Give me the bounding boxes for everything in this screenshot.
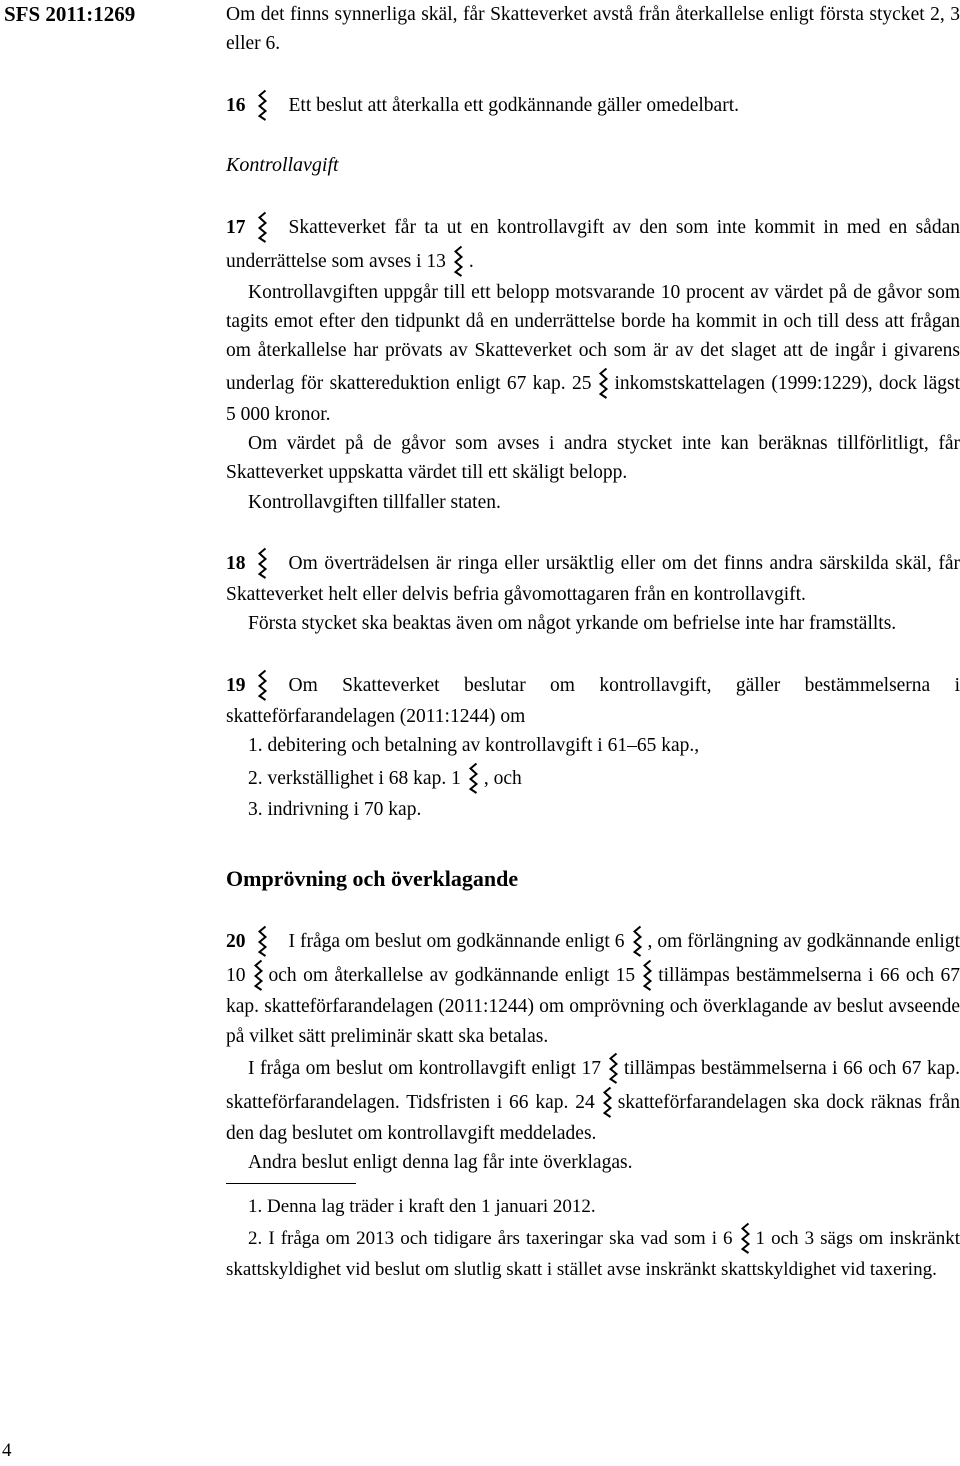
section-20: 20 I fråga om beslut om godkännande enligt 6 , om förlängning av godkännande enligt 10 och om återkallelse av godkännande enligt 15 tillämpas bestämmelserna i 66 och 67 kap. skatteförfarandelagen (2011:1244) om omprövning och överklagande av beslut avseende på vilket sätt preliminär skatt ska betalas. I fråga om beslut om kontrollavgift enligt 17 tillämpas bestämmelserna i 66 och 67 kap. skatteförfarandelagen. Tidsfristen i 66 kap. 24 skatteförfarandelagen ska dock räknas från den dag beslutet om kontrollavgift meddelades. Andra beslut enligt denna lag får inte överklagas. [226, 924, 960, 1177]
paragraph-sign-icon [607, 1051, 620, 1085]
list [226, 731, 960, 824]
section-19: 19 Om Skatteverket beslutar om kontrollavgift, gäller bestämmelserna i skatteförfarandelagen (2011:1244) om 1. debitering och betalning av kontrollavgift i 61–65 kap., 2. verkställighet i 68 kap. 1 , och 3. indrivning i 70 kap. [226, 668, 960, 824]
section-17: 17 Skatteverket får ta ut en kontrollavgift av den som inte kommit in med en sådan underrättelse som avses i 13 . Kontrollavgiften uppgår till ett belopp motsvarande 10 procent av värdet på de gåvor som tagits emot efter den tidpunkt då en underrättelse borde ha kommit in och till dess att frågan om återkallelse har prövats av Skatteverket och som är av det slaget att de ingår i givarens underlag för skattereduktion enligt 67 kap. 25 inkomstskattelagen (1999:1229), dock lägst 5 000 kronor. Om värdet på de gåvor som avses i andra stycket inte kan beräknas tillförlitligt, får Skatteverket uppskatta värdet till ett skäligt belopp. Kontrollavgiften tillfaller staten. [226, 210, 960, 517]
paragraph-sign-icon [739, 1221, 752, 1255]
section-number: 17 [226, 216, 246, 238]
footnotes [226, 1192, 960, 1284]
footnote-2: 2. I fråga om 2013 och tidigare års taxeringar ska vad som i 6 1 och 3 sägs om inskränkt skattskyldighet vid beslut om slutlig skatt i stället avse inskränkt skattskyldighet vid taxering. [226, 1221, 960, 1284]
section-number: 20 [226, 931, 246, 953]
footnote-1: 1. Denna lag träder i kraft den 1 januari 2012. [248, 1196, 596, 1218]
section-18: 18 Om överträdelsen är ringa eller ursäktlig eller om det finns andra särskilda skäl, får Skatteverket helt eller delvis befria gåvomottagaren från en kontrollavgift. Första stycket ska beaktas även om något yrkande om befrielse inte har framställts. [226, 546, 960, 639]
paragraph-sign-icon [256, 924, 269, 958]
paragraph-sign-icon [467, 761, 480, 795]
list-item: 3. indrivning i 70 kap. [248, 798, 422, 820]
paragraph-sign-icon [601, 1085, 614, 1119]
paragraph-sign-icon [641, 958, 654, 992]
top-paragraph: Om det finns synnerliga skäl, får Skatteverket avstå från återkallelse enligt första stycket 2, 3 eller 6. [226, 4, 960, 55]
paragraph-sign-icon [452, 244, 465, 278]
list-item: 1. debitering och betalning av kontrollavgift i 61–65 kap., [248, 735, 700, 757]
paragraph-sign-icon [252, 958, 265, 992]
paragraph-sign-icon [256, 210, 269, 244]
paragraph-sign-icon [256, 88, 269, 122]
section-16: 16 Ett beslut att återkalla ett godkännande gäller omedelbart. [226, 88, 960, 122]
section-number: 18 [226, 553, 246, 575]
section-number: 19 [226, 675, 246, 697]
heading-omprovning: Omprövning och överklagande [226, 865, 519, 891]
document-body [226, 0, 960, 1284]
section-number: 16 [226, 94, 246, 116]
list-item: 2. verkställighet i 68 kap. 1 , och [248, 761, 960, 795]
paragraph-sign-icon [631, 924, 644, 958]
paragraph-sign-icon [256, 546, 269, 580]
sfs-number: SFS 2011:1269 [4, 2, 136, 26]
page-number: 4 [2, 1440, 12, 1461]
footnote-divider [226, 1183, 356, 1184]
subheading-kontrollavgift: Kontrollavgift [226, 154, 339, 177]
paragraph-sign-icon [256, 668, 269, 702]
paragraph-sign-icon [597, 366, 610, 400]
